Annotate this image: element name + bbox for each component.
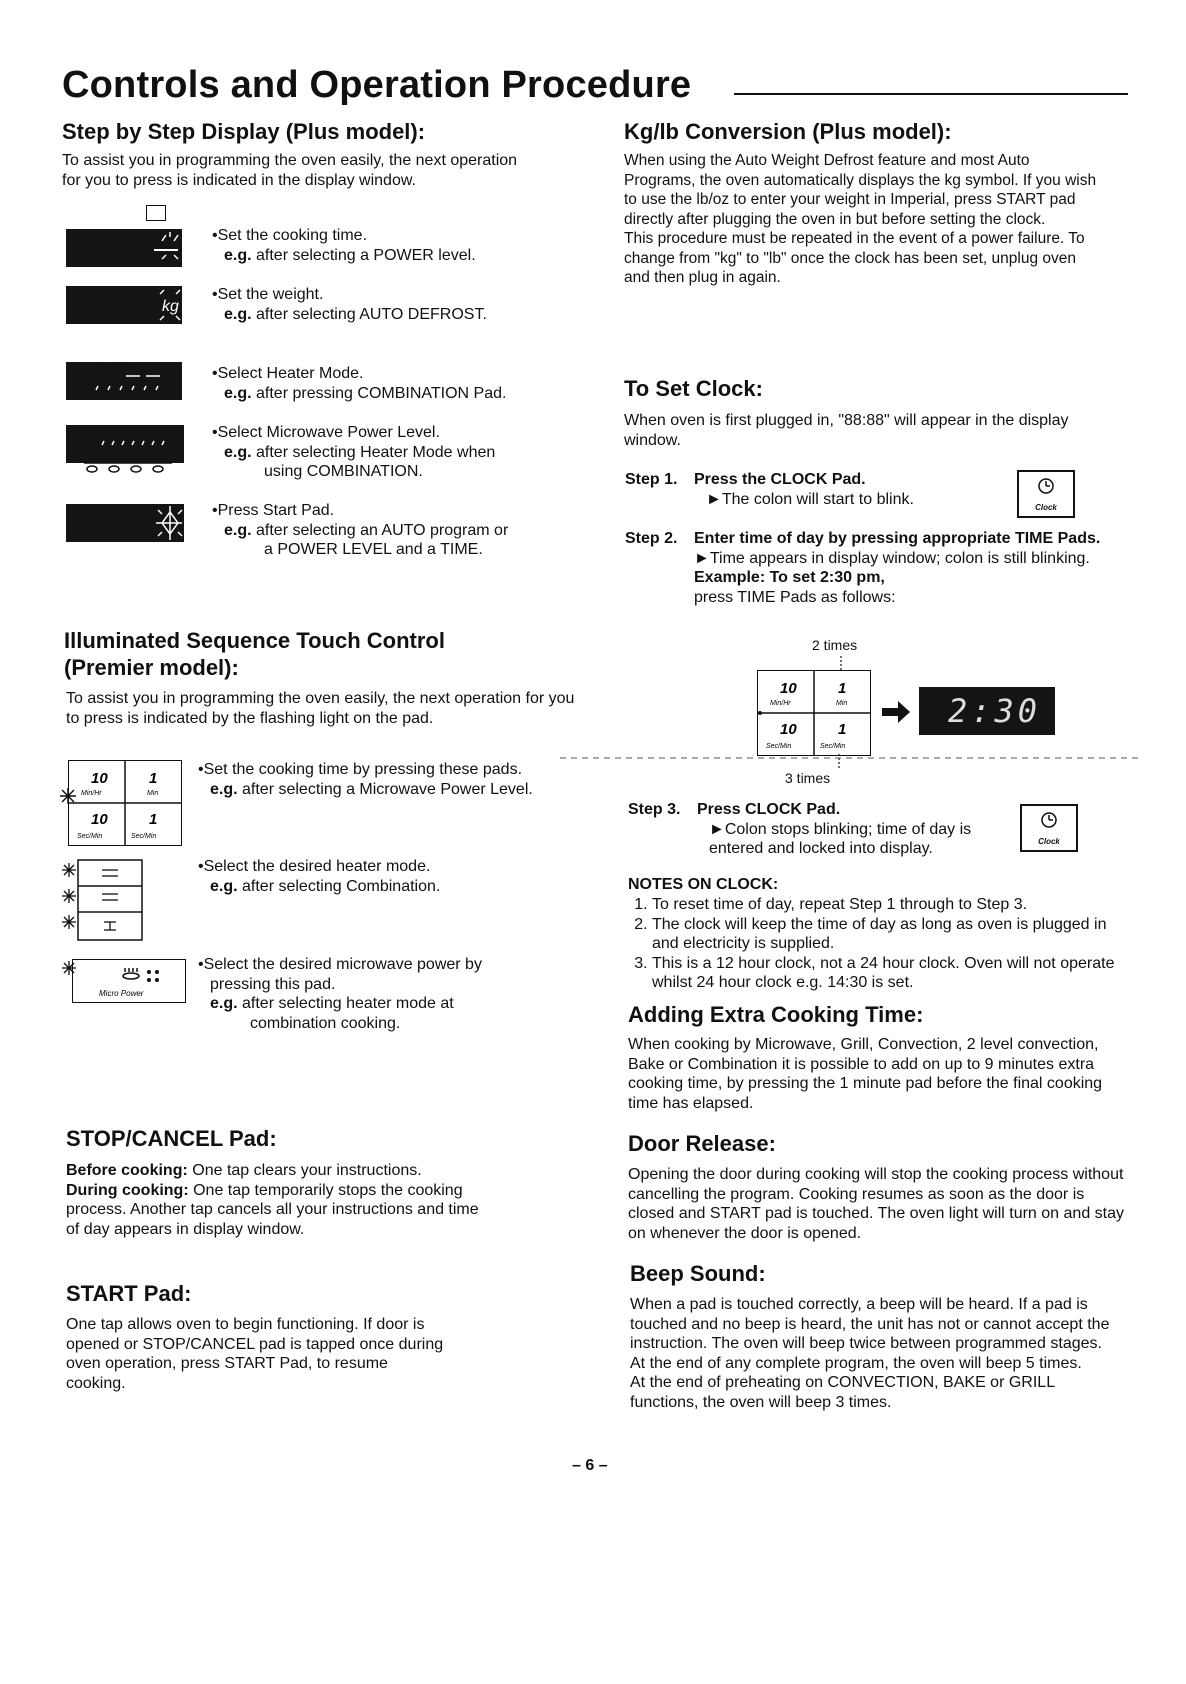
- clock-pad-sec-label-2: Sec/Min: [820, 743, 846, 750]
- clock-icon: [1019, 472, 1073, 498]
- step-display-item-2: •Set the weight. e.g. after selecting AUTO DEFROST.: [212, 286, 487, 323]
- power-level-icon: [66, 425, 184, 463]
- clock-time-pads-drawing: [758, 671, 870, 755]
- notes-on-clock: [628, 875, 1118, 993]
- step-display-intro: To assist you in programming the oven easily, the next operation for you to press is indicated in the display window.: [62, 152, 518, 189]
- time-pads-drawing: [69, 761, 181, 845]
- clock-step-1-text: Press the CLOCK Pad. ►The colon will start to blink.: [694, 471, 914, 508]
- note-item: 2. The clock will keep the time of day as long as oven is plugged in and electricity is supplied.: [652, 915, 1118, 954]
- clock-pad-step1[interactable]: [1017, 470, 1075, 518]
- heater-mode-icon: [66, 362, 182, 400]
- timer-icon: [146, 205, 166, 221]
- time-pads-grid: [68, 760, 182, 846]
- lcd-power-display: [66, 425, 184, 463]
- pad-min-hr-label: Min/Hr: [81, 790, 102, 797]
- lcd-time-display: [66, 229, 182, 267]
- lcd-heater-display: [66, 362, 182, 400]
- dashed-divider: [560, 755, 1140, 761]
- clock-icon: [1022, 806, 1076, 832]
- flash-light-icon: [58, 770, 78, 830]
- clock-pad-label: Clock: [1038, 837, 1060, 846]
- pad-1-min: 1: [149, 770, 158, 787]
- pad-sec-min-label-2: Sec/Min: [131, 833, 157, 840]
- door-release-text: Opening the door during cooking will stop the cooking process without cancelling the program. Cooking resumes as soon as the door is closed and START pad is touched. The oven light will turn on and stay on whenever the door is opened.: [628, 1166, 1124, 1242]
- illuminated-item-2: •Select the desired heater mode. e.g. after selecting Combination.: [198, 858, 441, 895]
- illuminated-intro: To assist you in programming the oven easily, the next operation for you to press is indicated by the flashing light on the pad.: [66, 690, 575, 727]
- step-display-heading: Step by Step Display (Plus model):: [62, 119, 426, 144]
- pad-sec-min-label-1: Sec/Min: [77, 833, 103, 840]
- lcd-start-display: [66, 504, 184, 542]
- clock-time-pads: [757, 670, 871, 756]
- start-pad-heading: START Pad:: [66, 1281, 192, 1306]
- extra-time-text: When cooking by Microwave, Grill, Convection, 2 level convection, Bake or Combination it is possible to add on up to 9 minutes extra cooking time, by pressing the 1 minute pad before the final cooking time has elapsed.: [628, 1036, 1103, 1112]
- clock-step-1: Step 1.: [625, 471, 678, 488]
- kg-lb-heading: Kg/lb Conversion (Plus model):: [624, 119, 952, 144]
- illuminated-item-3: •Select the desired microwave power by pressing this pad. e.g. after selecting heater mode at combination cooking.: [198, 956, 482, 1032]
- clock-step-2-text: Enter time of day by pressing appropriate TIME Pads. ►Time appears in display window; colon is still blinking. Example: To set 2:30 pm, press TIME Pads as follows:: [694, 530, 1101, 606]
- step-display-item-3: •Select Heater Mode. e.g. after pressing COMBINATION Pad.: [212, 365, 507, 402]
- clock-pad-sec-label-1: Sec/Min: [766, 743, 792, 750]
- blinking-kg-icon: [66, 286, 182, 324]
- clock-pad-10-hr: 10: [780, 680, 797, 697]
- times-2-label: 2 times: [812, 637, 858, 653]
- pad-10-min-hr: 10: [91, 770, 108, 787]
- lcd-kg-text: kg: [162, 298, 179, 315]
- lcd-weight-display: [66, 286, 182, 324]
- step-display-item-1: •Set the cooking time. e.g. after selecting a POWER level.: [212, 227, 476, 264]
- micro-power-flash-icon: [60, 958, 78, 988]
- set-clock-heading: To Set Clock:: [624, 376, 763, 401]
- step-display-item-5: •Press Start Pad. e.g. after selecting an AUTO program or a POWER LEVEL and a TIME.: [212, 502, 509, 558]
- notes-heading: NOTES ON CLOCK:: [628, 876, 779, 893]
- note-item: 1. To reset time of day, repeat Step 1 through to Step 3.: [652, 895, 1118, 915]
- start-pad-text: One tap allows oven to begin functioning. If door is opened or STOP/CANCEL pad is tapped once during oven operation, press START Pad, to resume cooking.: [66, 1316, 444, 1392]
- clock-pad-min-label: Min: [836, 700, 848, 707]
- times-2-pointer: [838, 656, 844, 672]
- clock-lcd-display: [919, 687, 1055, 735]
- clock-pad-step3[interactable]: [1020, 804, 1078, 852]
- clock-pad-1-min: 1: [838, 680, 847, 697]
- clock-pad-label: Clock: [1035, 503, 1057, 512]
- note-item: 3. This is a 12 hour clock, not a 24 hour clock. Oven will not operate whilst 24 hour clock e.g. 14:30 is set.: [652, 954, 1118, 993]
- clock-pad-10-sec: 10: [780, 721, 797, 738]
- clock-pad-1-sec: 1: [838, 721, 847, 738]
- title-rule: [734, 93, 1128, 95]
- illuminated-item-1: •Set the cooking time by pressing these pads. e.g. after selecting a Microwave Power Level.: [198, 761, 533, 798]
- clock-display-value: 2:30: [947, 692, 1041, 730]
- clock-step-2: Step 2.: [625, 530, 678, 547]
- pad-1-sec-min: 1: [149, 811, 158, 828]
- micro-power-pad-drawing: [73, 960, 185, 1002]
- micro-power-label: Micro Power: [99, 989, 144, 998]
- times-3-label: 3 times: [785, 770, 831, 786]
- set-clock-intro: When oven is first plugged in, "88:88" will appear in the display window.: [624, 412, 1069, 449]
- pad-min-label: Min: [147, 790, 159, 797]
- blinking-time-icon: [66, 229, 182, 267]
- stop-cancel-text: Before cooking: One tap clears your instructions. During cooking: One tap temporarily stops the cooking process. Another tap cancels all your instructions and time of day appears in display window.: [66, 1162, 479, 1238]
- clock-step-3-text: Press CLOCK Pad. ►Colon stops blinking; time of day is entered and locked into display.: [697, 801, 972, 857]
- power-level-segments-icon: [62, 461, 186, 475]
- extra-time-heading: Adding Extra Cooking Time:: [628, 1002, 924, 1027]
- step-display-item-4: •Select Microwave Power Level. e.g. after selecting Heater Mode when using COMBINATION.: [212, 424, 496, 480]
- page-title: Controls and Operation Procedure: [62, 64, 692, 106]
- illuminated-heading: Illuminated Sequence Touch Control (Premier model):: [64, 628, 445, 680]
- stop-cancel-heading: STOP/CANCEL Pad:: [66, 1126, 277, 1151]
- kg-lb-text: When using the Auto Weight Defrost feature and most Auto Programs, the oven automatically displays the kg symbol. If you wish to use the lb/oz to enter your weight in Imperial, press START pad directly after plugging the oven in but before setting the clock. This procedure must be repeated in the event of a power failure. To change from "kg" to "lb" once the clock has been set, unplug oven and then plug in again.: [624, 152, 1097, 286]
- beep-text: When a pad is touched correctly, a beep will be heard. If a pad is touched and no beep is heard, the unit has not or cannot accept the instruction. The oven will beep twice between programmed stages. At the end of any complete program, the oven will beep 5 times. At the end of preheating on CONVECTION, BAKE or GRILL functions, the oven will beep 3 times.: [630, 1296, 1110, 1411]
- door-release-heading: Door Release:: [628, 1131, 776, 1156]
- beep-heading: Beep Sound:: [630, 1261, 766, 1286]
- page-number: – 6 –: [572, 1457, 608, 1474]
- pad-10-sec-min: 10: [91, 811, 108, 828]
- start-flash-icon: [66, 504, 184, 542]
- clock-pad-min-hr-label: Min/Hr: [770, 700, 791, 707]
- right-arrow-icon: [882, 701, 912, 723]
- heater-mode-pads-icon: [60, 858, 144, 942]
- clock-step-3: Step 3.: [628, 801, 681, 818]
- micro-power-pad: [72, 959, 186, 1003]
